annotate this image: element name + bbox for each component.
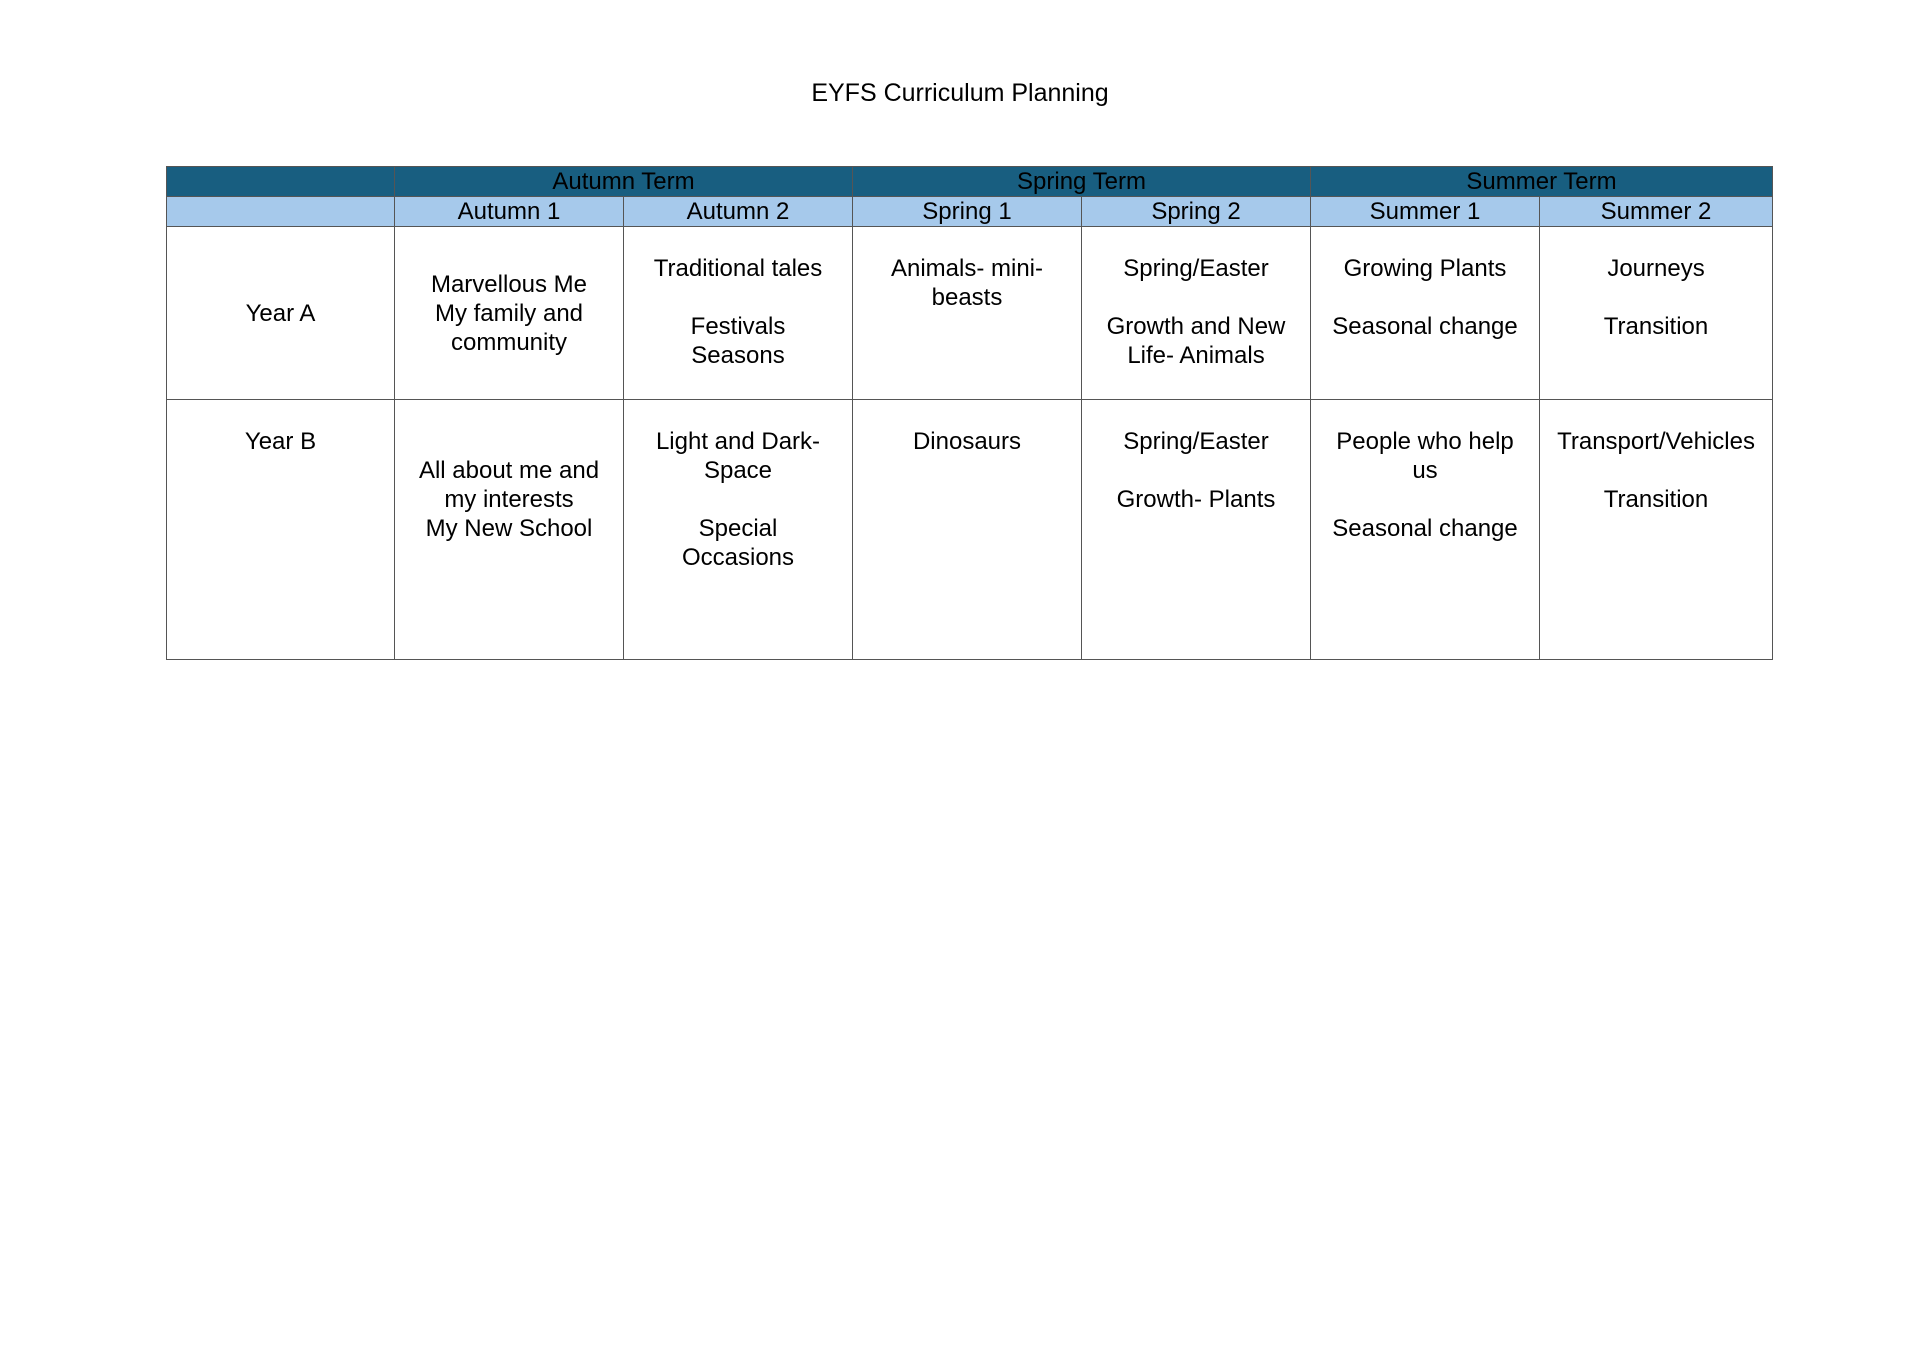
topic-cell <box>624 227 853 400</box>
empty-corner-cell <box>167 167 395 197</box>
topic-cell <box>624 400 853 660</box>
half-term-header: Autumn 2 <box>624 197 853 227</box>
topic-line: Seasons <box>691 342 785 369</box>
topic-line: Light and Dark- <box>655 428 821 455</box>
half-term-header: Spring 1 <box>853 197 1082 227</box>
topic-line: Growing Plants <box>1343 255 1507 282</box>
topic-line: Life- Animals <box>1127 342 1265 369</box>
topic-line: Seasonal change <box>1332 313 1518 340</box>
term-header-autumn: Autumn Term <box>395 167 853 197</box>
topic-line: Transition <box>1603 313 1709 340</box>
half-term-header-row <box>167 197 1773 227</box>
topic-line: All about me and <box>418 457 600 484</box>
topic-cell <box>395 227 624 400</box>
topic-cell <box>1082 227 1311 400</box>
topic-line: Dinosaurs <box>912 428 1022 455</box>
topic-line: Animals- mini- <box>890 255 1043 282</box>
topic-line: beasts <box>931 284 1003 311</box>
topic-line: Occasions <box>681 544 795 571</box>
page-title: EYFS Curriculum Planning <box>811 79 1109 107</box>
topic-line: Marvellous Me <box>430 270 588 298</box>
topic-line: Special <box>698 515 778 542</box>
term-header-summer: Summer Term <box>1311 167 1773 197</box>
topic-cell <box>1082 400 1311 660</box>
topic-line: Seasonal change <box>1332 515 1518 542</box>
half-term-header: Spring 2 <box>1082 197 1311 227</box>
topic-line: Transport/Vehicles <box>1557 428 1755 455</box>
topic-line: My family and <box>434 299 584 327</box>
topic-line: Festivals <box>690 313 786 340</box>
topic-cell <box>395 400 624 660</box>
topic-line: Growth and New <box>1106 313 1286 340</box>
topic-cell <box>1540 400 1773 660</box>
topic-line: Spring/Easter <box>1123 428 1269 455</box>
topic-cell <box>1540 227 1773 400</box>
term-header-spring: Spring Term <box>853 167 1311 197</box>
topic-line: People who help <box>1336 428 1514 455</box>
half-term-header: Summer 2 <box>1540 197 1773 227</box>
table-row-year-b <box>167 400 1773 660</box>
term-header-row <box>167 167 1773 197</box>
topic-cell <box>853 400 1082 660</box>
topic-line: us <box>1412 457 1438 484</box>
topic-line: Journeys <box>1607 255 1705 282</box>
topic-line: community <box>450 328 568 356</box>
topic-cell <box>853 227 1082 400</box>
half-term-header: Autumn 1 <box>395 197 624 227</box>
topic-cell <box>1311 227 1540 400</box>
empty-corner-cell <box>167 197 395 227</box>
half-term-header: Summer 1 <box>1311 197 1540 227</box>
topic-line: Growth- Plants <box>1116 486 1276 513</box>
topic-line: Spring/Easter <box>1123 255 1269 282</box>
curriculum-table <box>166 166 1773 660</box>
row-label: Year B <box>167 400 395 660</box>
topic-line: my interests <box>444 486 574 513</box>
topic-line: My New School <box>425 515 593 542</box>
row-label: Year A <box>167 227 395 400</box>
topic-line: Space <box>703 457 773 484</box>
table-row-year-a <box>167 227 1773 400</box>
topic-line: Traditional tales <box>653 255 823 282</box>
topic-line: Transition <box>1603 486 1709 513</box>
topic-cell <box>1311 400 1540 660</box>
